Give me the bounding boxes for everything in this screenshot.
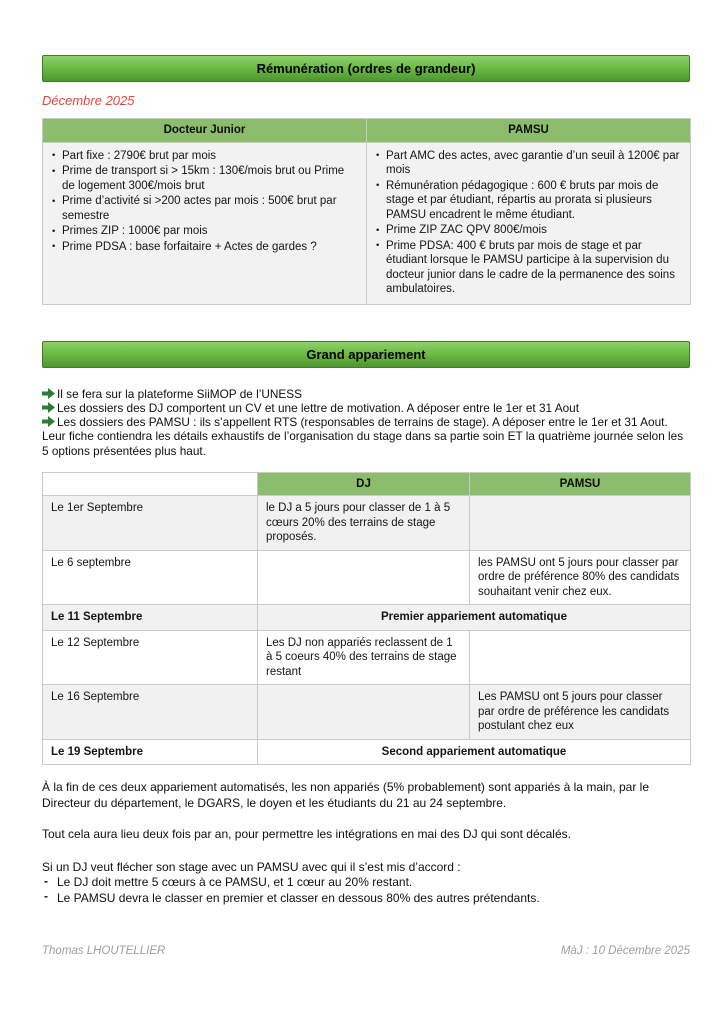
section-header-appariement: Grand appariement xyxy=(42,341,690,368)
table-header-row xyxy=(43,472,691,496)
bullet-item: • Prime d’activité si >200 actes par mois : 500€ brut par semestre xyxy=(51,194,358,223)
pamsu-cell xyxy=(470,496,691,551)
bullet-item: • Prime PDSA : base forfaitaire + Actes de gardes ? xyxy=(51,240,358,255)
green-arrow-icon xyxy=(42,401,55,415)
pamsu-list xyxy=(375,149,682,297)
dj-cell: le DJ a 5 jours pour classer de 1 à 5 cœurs 20% des terrains de stage proposés. xyxy=(258,496,470,551)
green-arrow-icon xyxy=(42,387,55,401)
date-cell: Le 1er Septembre xyxy=(43,496,258,551)
table-row xyxy=(43,605,691,631)
schedule-table xyxy=(42,472,691,766)
pamsu-cell: Les PAMSU ont 5 jours pour classer par ordre de préférence les candidats postulant chez eux xyxy=(470,685,691,740)
appariement-intro xyxy=(42,387,690,458)
column-header-docteur-junior: Docteur Junior xyxy=(43,119,367,143)
arrow-item-text: Les dossiers des DJ comportent un CV et une lettre de motivation. A déposer entre le 1er et 31 Aout xyxy=(57,400,579,415)
paragraph-twice-a-year: Tout cela aura lieu deux fois par an, pour permettre les intégrations en mai des DJ qui sont décalés. xyxy=(42,827,571,842)
pamsu-cell xyxy=(470,630,691,685)
column-header-dj: DJ xyxy=(258,472,470,496)
arrow-item-text: Les dossiers des PAMSU : ils s’appellent RTS (responsables de terrains de stage). A déposer entre le 1er et 31 Aout. Leur fiche contiendra les détails exhaustifs de l’organisation du stage dans sa partie soin ET la quatrième journée selon les 5 options présentées plus haut. xyxy=(42,415,684,458)
pamsu-cell xyxy=(367,142,691,304)
dash-item: - Le PAMSU devra le classer en premier et classer en dessous 80% des autres prétendants. xyxy=(42,891,690,907)
paragraph-flechage xyxy=(42,860,690,907)
table-row xyxy=(43,630,691,685)
paragraph-manual-matching: À la fin de ces deux appariement automatisés, les non appariés (5% probablement) sont appariés à la main, par le Directeur du département, le DGARS, le doyen et les étudiants du 21 au 24 septembre. xyxy=(42,780,650,810)
footer-updated-date: MàJ : 10 Décembre 2025 xyxy=(560,945,690,957)
column-header-empty xyxy=(43,472,258,496)
page-footer xyxy=(42,945,690,957)
table-row xyxy=(43,685,691,740)
dj-cell: Les DJ non appariés reclassent de 1 à 5 coeurs 40% des terrains de stage restant xyxy=(258,630,470,685)
bullet-item: • Prime de transport si > 15km : 130€/mois brut ou Prime de logement 300€/mois brut xyxy=(51,164,358,193)
green-arrow-icon xyxy=(42,415,55,429)
bullet-item: • Rémunération pédagogique : 600 € bruts par mois de stage et par étudiant, répartis au prorata si plusieurs PAMSU encadrent le même étudiant. xyxy=(375,179,682,223)
arrow-item xyxy=(42,387,690,401)
date-cell: Le 16 Septembre xyxy=(43,685,258,740)
remuneration-table xyxy=(42,118,691,305)
table-row xyxy=(43,496,691,551)
section-header-remuneration: Rémunération (ordres de grandeur) xyxy=(42,55,690,82)
bullet-item: • Prime PDSA: 400 € bruts par mois de stage et par étudiant lorsque le PAMSU participe à la supervision du docteur junior dans le cadre de la permanence des soins ambulatoires. xyxy=(375,239,682,297)
column-header-pamsu: PAMSU xyxy=(367,119,691,143)
footer-author: Thomas LHOUTELLIER xyxy=(42,945,166,957)
milestone-cell: Second appariement automatique xyxy=(258,739,691,765)
table-header-row xyxy=(43,119,691,143)
milestone-cell: Premier appariement automatique xyxy=(258,605,691,631)
docteur-junior-list xyxy=(51,149,358,255)
arrow-item xyxy=(42,401,690,415)
pamsu-cell: les PAMSU ont 5 jours pour classer par ordre de préférence 80% des candidats souhaitant venir chez eux. xyxy=(470,550,691,605)
arrow-item-text: Il se fera sur la plateforme SiiMOP de l’UNESS xyxy=(57,386,302,401)
date-cell: Le 19 Septembre xyxy=(43,739,258,765)
page-content xyxy=(42,0,690,906)
date-cell: Le 12 Septembre xyxy=(43,630,258,685)
column-header-pamsu: PAMSU xyxy=(470,472,691,496)
bullet-item: • Part AMC des actes, avec garantie d’un seuil à 1200€ par mois xyxy=(375,149,682,178)
dash-item: - Le DJ doit mettre 5 cœurs à ce PAMSU, et 1 cœur au 20% restant. xyxy=(42,875,690,891)
date-cell: Le 11 Septembre xyxy=(43,605,258,631)
docteur-junior-cell xyxy=(43,142,367,304)
table-row xyxy=(43,550,691,605)
date-label: Décembre 2025 xyxy=(42,93,135,108)
flechage-intro: Si un DJ veut flécher son stage avec un PAMSU avec qui il s’est mis d’accord : xyxy=(42,859,461,874)
bullet-item: • Prime ZIP ZAC QPV 800€/mois xyxy=(375,223,682,238)
date-cell: Le 6 septembre xyxy=(43,550,258,605)
table-row xyxy=(43,739,691,765)
dj-cell xyxy=(258,550,470,605)
arrow-item xyxy=(42,415,690,458)
table-row xyxy=(43,142,691,304)
bullet-item: • Part fixe : 2790€ brut par mois xyxy=(51,149,358,164)
flechage-list xyxy=(42,875,690,906)
bullet-item: • Primes ZIP : 1000€ par mois xyxy=(51,224,358,239)
dj-cell xyxy=(258,685,470,740)
